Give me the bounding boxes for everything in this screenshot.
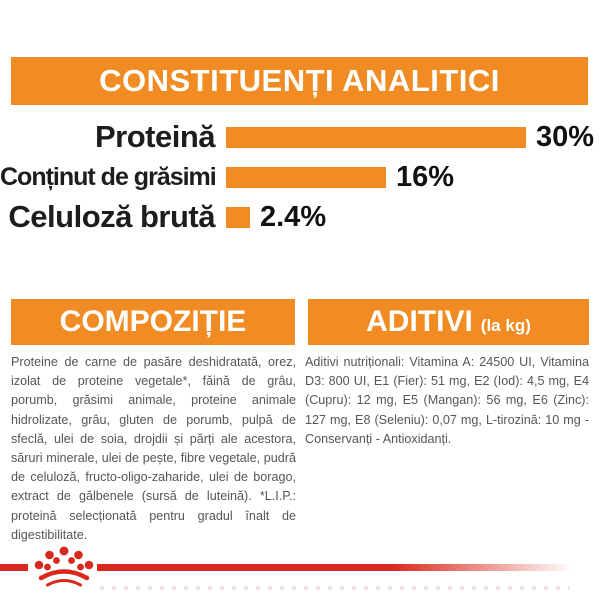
bar-protein (226, 127, 526, 148)
additives-header (308, 299, 589, 345)
bar-value-fibre: 2.4% (260, 200, 327, 233)
bar-label-protein: Proteină (94, 119, 215, 154)
bar-label-fat: Conținut de grăsimi (0, 162, 216, 191)
analytical-constituents-title: CONSTITUENȚI ANALITICI (99, 63, 500, 98)
royal-canin-crown-icon (33, 545, 95, 593)
composition-body-text: Proteine de carne de pasăre deshidratată, orez, izolat de proteine vegetale*, făină de grâu, porumb, grăsimi animale, proteine animale hidrolizate, grâu, gluten de porumb, pulpă de sfeclă, ulei de soia, drojdii și părți ale acestora, săruri minerale, ulei de pește, fibre vegetale, pudră de celuloză, fructo-oligo-zaharide, ulei de borago, extract de gălbenele (sursă de luteină). *L.I.P.: proteină selecționată pentru gradul înalt de digestibilitate. (11, 355, 296, 542)
composition-header (11, 299, 295, 345)
bar-label-fibre: Celuloză brută (8, 199, 215, 234)
additives-title-suffix: (la kg) (480, 316, 531, 335)
bar-fat (226, 167, 386, 188)
bar-fibre (226, 207, 250, 228)
footer-rule-left (0, 564, 28, 571)
analytical-constituents-chart (0, 117, 600, 237)
bar-value-fat: 16% (396, 160, 455, 193)
analytical-constituents-header (11, 57, 588, 105)
additives-title: ADITIVI (366, 305, 473, 338)
bar-track-fibre (226, 201, 326, 234)
bar-track-fat (226, 161, 454, 194)
bar-row-protein (0, 117, 600, 157)
footer-dotted-pattern (100, 586, 570, 590)
bar-value-protein: 30% (536, 120, 595, 153)
composition-title: COMPOZIȚIE (59, 305, 247, 338)
footer-rule-right (97, 564, 588, 571)
bar-track-protein (226, 121, 594, 154)
additives-body-text: Aditivi nutriționali: Vitamina A: 24500 UI, Vitamina D3: 800 UI, E1 (Fier): 51 mg, E2 (Iod): 4,5 mg, E4 (Cupru): 12 mg, E5 (Mangan): 56 mg, E6 (Zinc): 127 mg, E8 (Seleniu): 0,07 mg, L-tirozină: 10 mg - Conservanți - Antioxidanți. (305, 355, 589, 446)
bar-row-fibre (0, 197, 600, 237)
bar-row-fat (0, 157, 600, 197)
